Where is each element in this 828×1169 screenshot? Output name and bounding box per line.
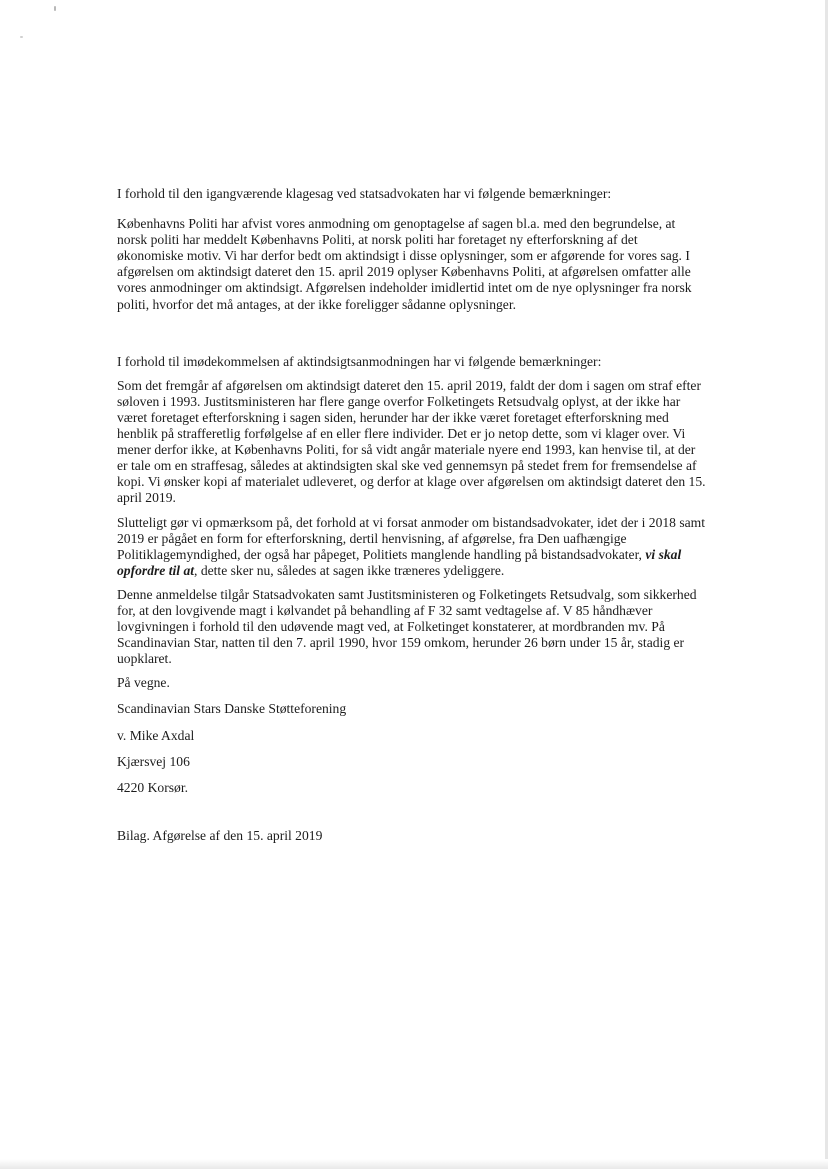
paragraph-complaint-remarks: Københavns Politi har afvist vores anmodning om genoptagelse af sagen bl.a. med den begrundelse, at norsk politi har meddelt Københavns Politi, at norsk politi har foretaget ny efterforskning af det økonomiske motiv. Vi har derfor bedt om aktindsigt i disse oplysninger, som er afgørende for vores sag. I afgørelsen om aktindsigt dateret den 15. april 2019 oplyser Københavns Politi, at afgørelsen omfatter alle vores anmodninger om aktindsigt. Afgørelsen indeholder imidlertid intet om de nye oplysninger fra norsk politi, hvorfor det må antages, at der ikke foreligger sådanne oplysninger. <box>117 216 692 312</box>
scan-artifact <box>20 36 23 38</box>
paragraph-legal-counsel <box>117 515 707 579</box>
spacer <box>117 806 707 828</box>
section-heading-complaint: I forhold til den igangværende klagesag ved statsadvokaten har vi følgende bemærkninger: <box>117 186 612 201</box>
scan-artifact <box>54 6 56 11</box>
letter-body <box>117 186 707 854</box>
address-street: Kjærsvej 106 <box>117 753 190 769</box>
closing-salutation: På vegne. <box>117 675 170 691</box>
section-heading-access-request: I forhold til imødekommelsen af aktindsigtsanmodningen har vi følgende bemærkninger: <box>117 353 602 369</box>
attachment-note: Bilag. Afgørelse af den 15. april 2019 <box>117 827 323 843</box>
address-city: 4220 Korsør. <box>117 779 188 795</box>
paragraph-legal-counsel-text-end: , dette sker nu, således at sagen ikke træneres ydeliggere. <box>194 562 505 578</box>
emphasized-phrase: vi skal opfordre til at <box>117 546 682 578</box>
signatory-name: v. Mike Axdal <box>117 727 195 743</box>
paragraph-access-remarks: Som det fremgår af afgørelsen om aktindsigt dateret den 15. april 2019, faldt der dom i sagen om straf efter søloven i 1993. Justitsministeren har flere gange overfor Folketingets Retsudvalg oplyst, at der ikke har været foretaget efterforskning i sagen siden, herunder har der ikke været foretaget efterforskning med henblik på strafferetlig forfølgelse af en eller flere individer. Det er jo netop dette, som vi klager over. Vi mener derfor ikke, at Københavns Politi, for så vidt angår materiale nyere end 1993, kan henvise til, at der er tale om en straffesag, således at aktindsigten skal ske ved gennemsyn på stedet frem for fremsendelse af kopi. Vi ønsker kopi af materialet udleveret, og derfor at klage over afgørelsen om aktindsigt dateret den 15. april 2019. <box>117 377 706 506</box>
paragraph-notification: Denne anmeldelse tilgår Statsadvokaten samt Justitsministeren og Folketingets Retsudvalg, som sikkerhed for, at den lovgivende magt i kølvandet på behandling af F 32 samt vedtagelse af. V 85 håndhæver lovgivningen i forhold til den udøvende magt ved, at Folketinget konstaterer, at mordbranden mv. På Scandinavian Star, natten til den 7. april 1990, hvor 159 omkom, herunder 26 børn under 15 år, stadig er uopklaret. <box>117 586 697 667</box>
paragraph-legal-counsel-text: Slutteligt gør vi opmærksom på, det forhold at vi forsat anmoder om bistandsadvokater, idet der i 2018 samt 2019 er pågået en form for efterforskning, dertil henvisning, af afgørelse, fra Den uafhængige Politiklagemyndighed, der også har påpeget, Politiets manglende handling på bistandsadvokater, <box>117 514 706 562</box>
organization-name: Scandinavian Stars Danske Støtteforening <box>117 701 347 717</box>
page-bottom-shadow <box>0 1159 828 1169</box>
spacer <box>117 321 707 354</box>
